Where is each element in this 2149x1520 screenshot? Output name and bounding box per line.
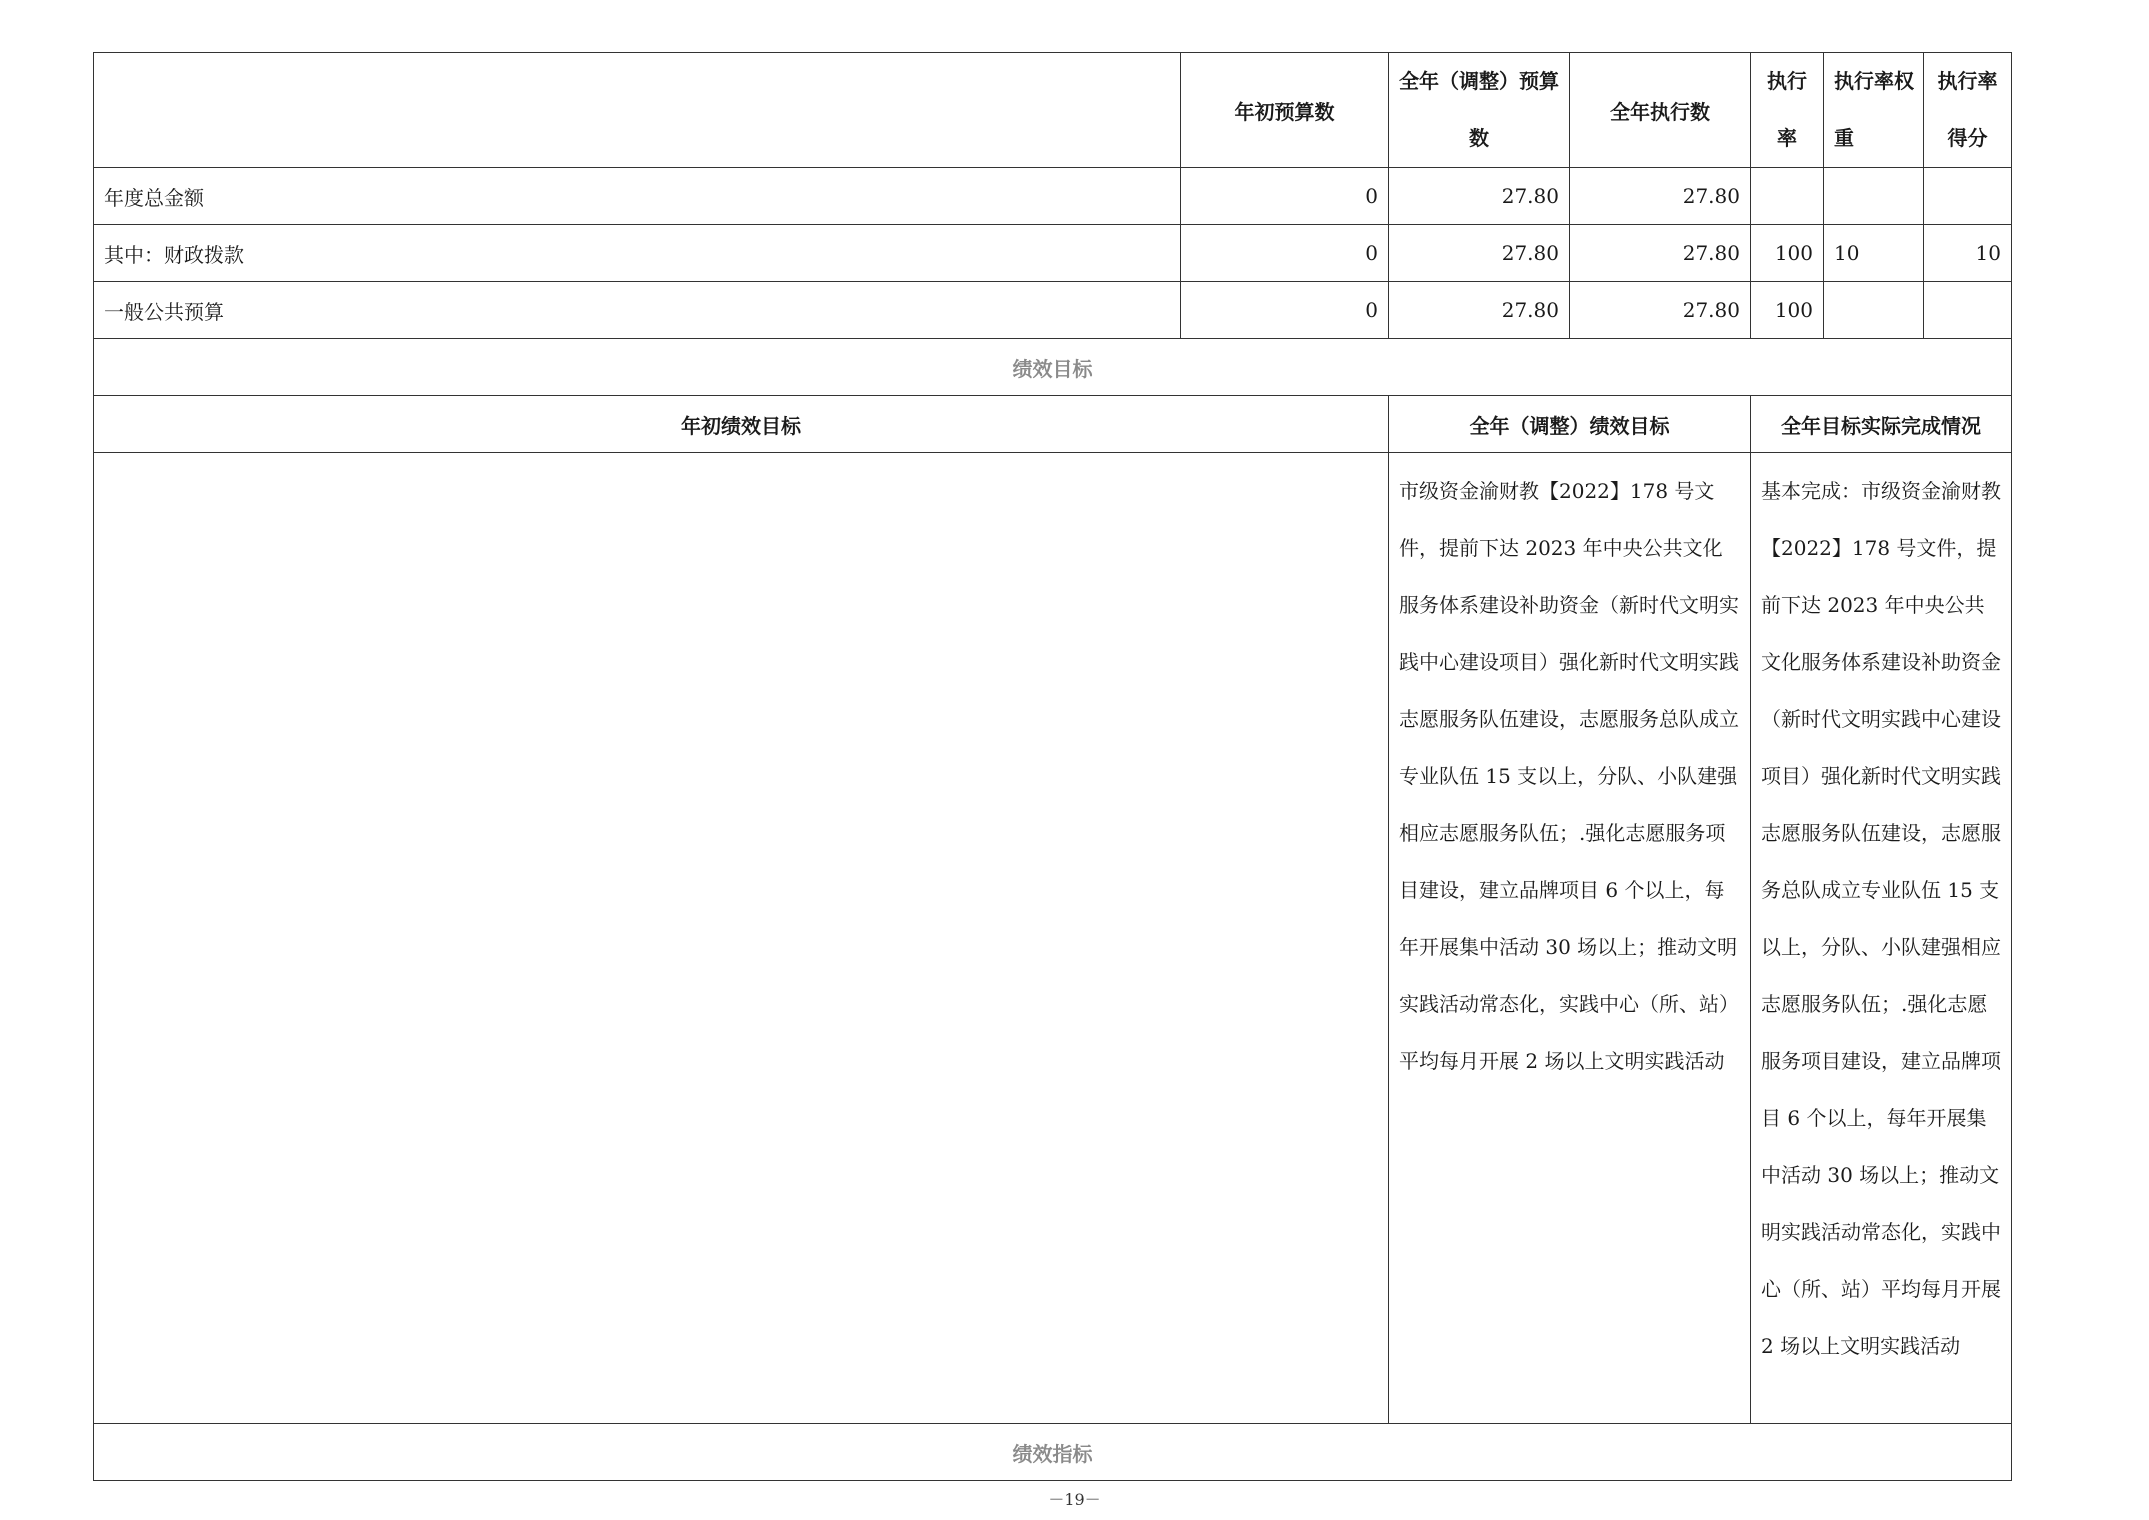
- indicators-section-row: [94, 1424, 2012, 1481]
- goals-initial-text: [94, 453, 1389, 1424]
- header-executed: 全年执行数: [1570, 53, 1751, 168]
- row-adjusted: 27.80: [1389, 282, 1570, 339]
- header-rate-score: 执行率 得分: [1924, 53, 2012, 168]
- goals-actual-text: 基本完成：市级资金渝财教【2022】178 号文件，提前下达 2023 年中央公共文化服务体系建设补助资金（新时代文明实践中心建设项目）强化新时代文明实践志愿服务队伍建设，志愿服务总队成立专业队伍 15 支以上，分队、小队建强相应志愿服务队伍；.强化志愿服务项目建设，建立品牌项目 6 个以上，每年开展集中活动 30 场以上；推动文明实践活动常态化，实践中心（所、站）平均每月开展 2 场以上文明实践活动: [1751, 453, 2012, 1424]
- row-weight: [1824, 168, 1924, 225]
- goals-header-actual: 全年目标实际完成情况: [1751, 396, 2012, 453]
- row-score: [1924, 282, 2012, 339]
- header-initial-budget: 年初预算数: [1181, 53, 1389, 168]
- row-weight: 10: [1824, 225, 1924, 282]
- row-rate: [1751, 168, 1824, 225]
- table-row: [94, 225, 2012, 282]
- row-label: 年度总金额: [94, 168, 1181, 225]
- goals-section-row: [94, 339, 2012, 396]
- page-number: －19－: [1048, 1490, 1101, 1509]
- row-rate: 100: [1751, 225, 1824, 282]
- row-initial: 0: [1181, 168, 1389, 225]
- row-weight: [1824, 282, 1924, 339]
- row-score: 10: [1924, 225, 2012, 282]
- table-row: [94, 282, 2012, 339]
- row-label: 一般公共预算: [94, 282, 1181, 339]
- header-execution-rate: 执行 率: [1751, 53, 1824, 168]
- row-score: [1924, 168, 2012, 225]
- budget-performance-table: [93, 52, 2012, 1481]
- row-adjusted: 27.80: [1389, 225, 1570, 282]
- row-rate: 100: [1751, 282, 1824, 339]
- row-executed: 27.80: [1570, 225, 1751, 282]
- budget-header-row: [94, 53, 2012, 168]
- header-rate-weight: 执行率权 重: [1824, 53, 1924, 168]
- row-initial: 0: [1181, 225, 1389, 282]
- goals-adjusted-text: 市级资金渝财教【2022】178 号文件，提前下达 2023 年中央公共文化服务体系建设补助资金（新时代文明实践中心建设项目）强化新时代文明实践志愿服务队伍建设，志愿服务总队成立专业队伍 15 支以上，分队、小队建强相应志愿服务队伍；.强化志愿服务项目建设，建立品牌项目 6 个以上，每年开展集中活动 30 场以上；推动文明实践活动常态化，实践中心（所、站）平均每月开展 2 场以上文明实践活动: [1389, 453, 1751, 1424]
- row-executed: 27.80: [1570, 168, 1751, 225]
- table-row: [94, 168, 2012, 225]
- goals-header-row: [94, 396, 2012, 453]
- row-initial: 0: [1181, 282, 1389, 339]
- goals-header-adjusted: 全年（调整）绩效目标: [1389, 396, 1751, 453]
- goals-content-row: [94, 453, 2012, 1424]
- header-item: [94, 53, 1181, 168]
- goals-section-title: 绩效目标: [94, 339, 2012, 396]
- goals-header-initial: 年初绩效目标: [94, 396, 1389, 453]
- indicators-section-title: 绩效指标: [94, 1424, 2012, 1481]
- header-adjusted-budget: 全年（调整）预算 数: [1389, 53, 1570, 168]
- row-label: 其中：财政拨款: [94, 225, 1181, 282]
- row-executed: 27.80: [1570, 282, 1751, 339]
- row-adjusted: 27.80: [1389, 168, 1570, 225]
